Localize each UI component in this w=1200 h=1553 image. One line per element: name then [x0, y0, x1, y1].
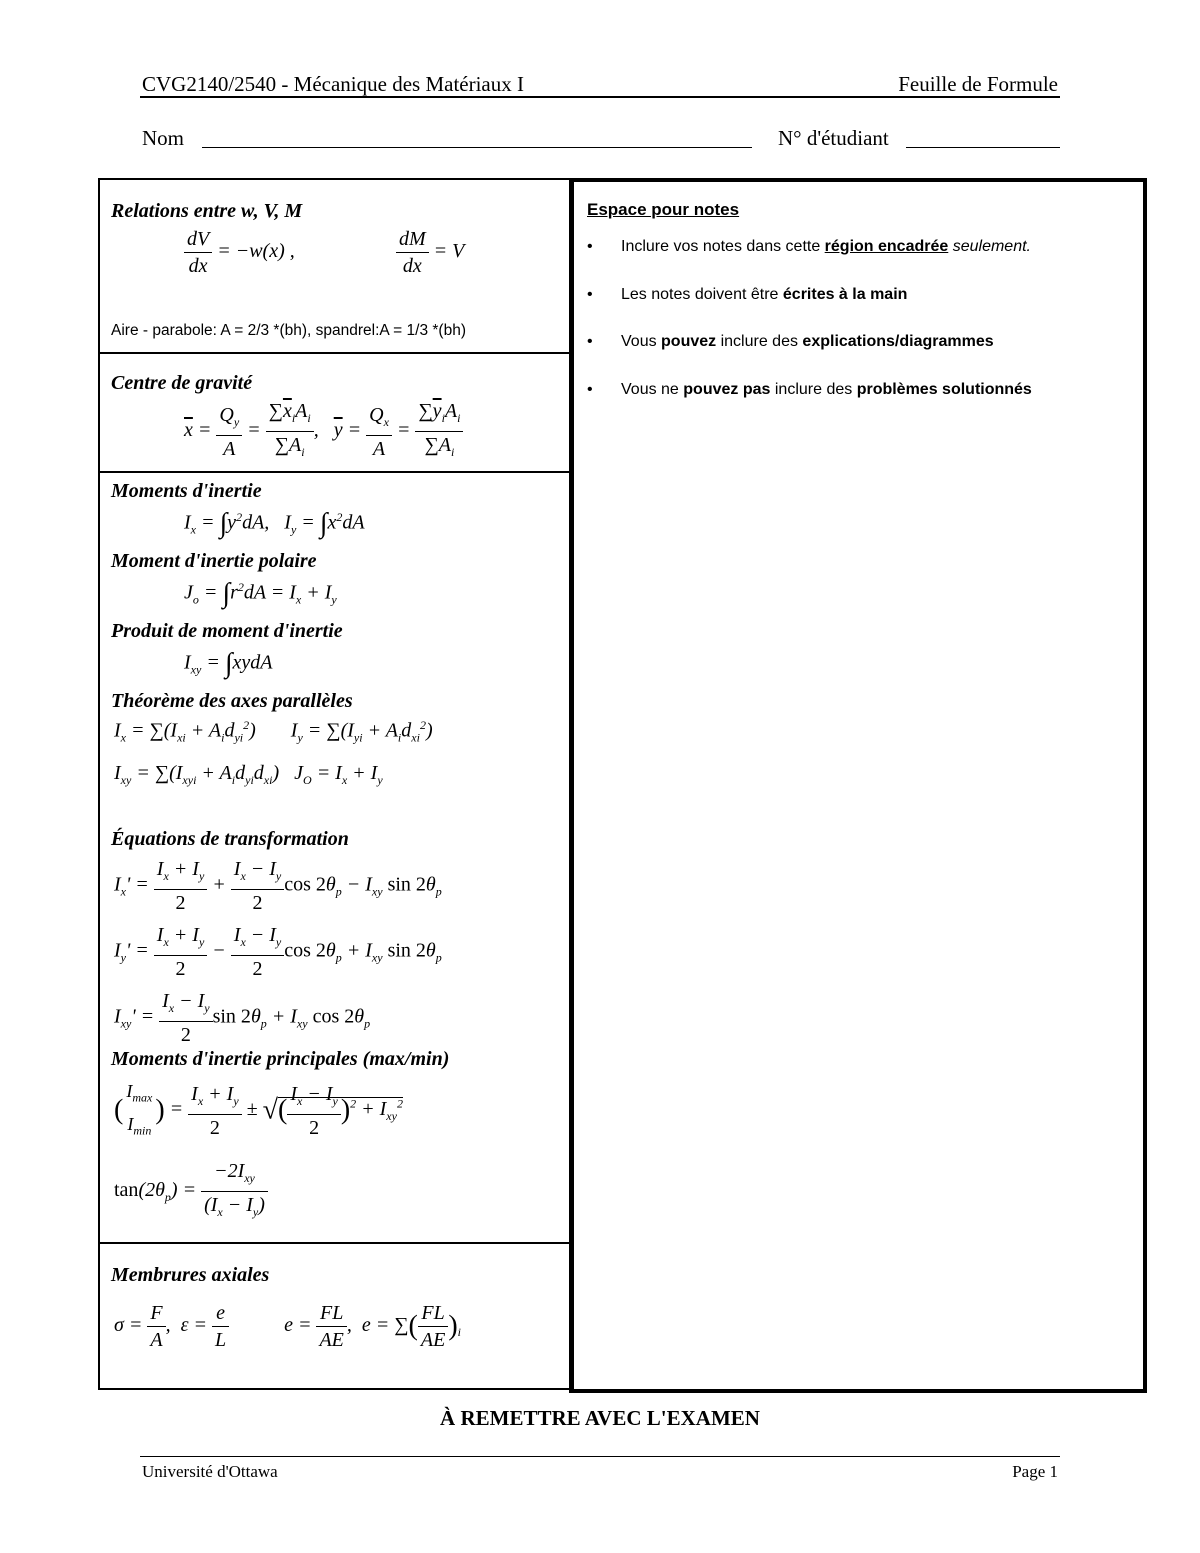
product-equation: $I_{xy}$ = ∫xydA: [184, 648, 273, 679]
transform-ixy: $I_{xy}'$ = $\frac{I_x - I_y}{2}$ $\sin 2\theta_p + I_{xy}$ $\cos 2\theta_p$: [114, 990, 371, 1046]
name-label: Nom: [142, 126, 184, 150]
university-name: Université d'Ottawa: [142, 1462, 278, 1481]
name-field[interactable]: [202, 147, 752, 148]
student-number-field[interactable]: [906, 147, 1060, 148]
principal-title: Moments d'inertie principales (max/min): [111, 1048, 450, 1070]
inertia-equation: $I_x = \int y^2dA$, $I_y = \int x^2dA$: [184, 508, 365, 539]
tan-equation: $\tan(2\theta_p)$ = $\frac{-2I_{xy}}{(I_x - I_y)}$: [114, 1158, 268, 1225]
footer-divider: [140, 1456, 1060, 1457]
notes-box[interactable]: [569, 178, 1147, 1393]
polar-title: Moment d'inertie polaire: [111, 550, 317, 572]
inertia-title: Moments d'inertie: [111, 480, 262, 502]
note-item: • Vous ne pouvez pas inclure des problèmes solutionnés: [587, 381, 1032, 398]
notes-title: Espace pour notes: [587, 200, 740, 219]
parallel-axis-title: Théorème des axes parallèles: [111, 690, 353, 712]
return-instruction: À REMETTRE AVEC L'EXAMEN: [440, 1406, 760, 1430]
course-title: CVG2140/2540 - Mécanique des Matériaux I: [142, 72, 524, 96]
centroid-equation: $\overline{x}$ = $\frac{Q_y}{A}$ = $\frac{\sum\overline{x}_iA_i}{\sum A_i}$ , $\overline{y}$ = $\frac{Q_x}{A}$ = $\frac{\sum\overline{y}_iA_i}{\sum A_i}$: [184, 398, 463, 465]
area-note: Aire - parabole: A = 2/3 *(bh), spandrel:A = 1/3 *(bh): [111, 322, 466, 339]
divider: [100, 471, 572, 473]
student-number-label: N° d'étudiant: [778, 126, 889, 150]
divider: [100, 1242, 572, 1244]
product-title: Produit de moment d'inertie: [111, 620, 343, 642]
page-number: Page 1: [1012, 1462, 1058, 1481]
centroid-title: Centre de gravité: [111, 372, 253, 394]
transform-ix: $I_x'$ = $\frac{I_x + I_y}{2}$ + $\frac{I_x - I_y}{2}$ $\cos 2\theta_p - I_{xy}$ $\sin 2\theta_p$: [114, 858, 442, 914]
note-item: • Les notes doivent être écrites à la main: [587, 286, 908, 303]
relations-title: Relations entre w, V, M: [111, 200, 303, 222]
divider: [100, 352, 572, 354]
note-item: • Inclure vos notes dans cette région encadrée seulement.: [587, 238, 1031, 255]
sheet-title: Feuille de Formule: [898, 72, 1058, 96]
dv-dx-equation: $\frac{dV}{dx}$ = −w(x) ,: [184, 226, 295, 279]
principal-equation: ( $I_{max}$ $I_{min}$ ) = $\frac{I_x + I_y}{2}$ ± √( $\frac{I_x - I_y}{2}$ )$^2 + I_{xy}^2$: [114, 1081, 403, 1139]
polar-equation: $J_o = \int r^2dA = I_x + I_y$: [184, 578, 337, 609]
dm-dx-equation: $\frac{dM}{dx}$ = V: [396, 226, 464, 279]
note-item: • Vous pouvez inclure des explications/diagrammes: [587, 333, 994, 350]
axial-equation: σ = $\frac{F}{A}$ , ε = $\frac{e}{L}$ e = $\frac{FL}{AE}$ , e = ∑( $\frac{FL}{AE}$ )$_i$: [114, 1302, 461, 1351]
formula-box: [98, 178, 574, 1390]
transform-iy: $I_y'$ = $\frac{I_x + I_y}{2}$ − $\frac{I_x - I_y}{2}$ $\cos 2\theta_p + I_{xy}$ $\sin 2\theta_p$: [114, 924, 442, 980]
page-header: [140, 72, 1060, 98]
transform-title: Équations de transformation: [111, 828, 349, 850]
parallel-axis-eq1: $I_x = \sum(I_{xi} + A_id_{yi}^2)$ $I_y = \sum(I_{yi} + A_id_{xi}^2)$: [114, 718, 433, 745]
parallel-axis-eq2: $I_{xy} = \sum(I_{xyi} + A_id_{yi}d_{xi}) J_O = I_x + I_y$: [114, 762, 383, 787]
axial-title: Membrures axiales: [111, 1264, 270, 1286]
